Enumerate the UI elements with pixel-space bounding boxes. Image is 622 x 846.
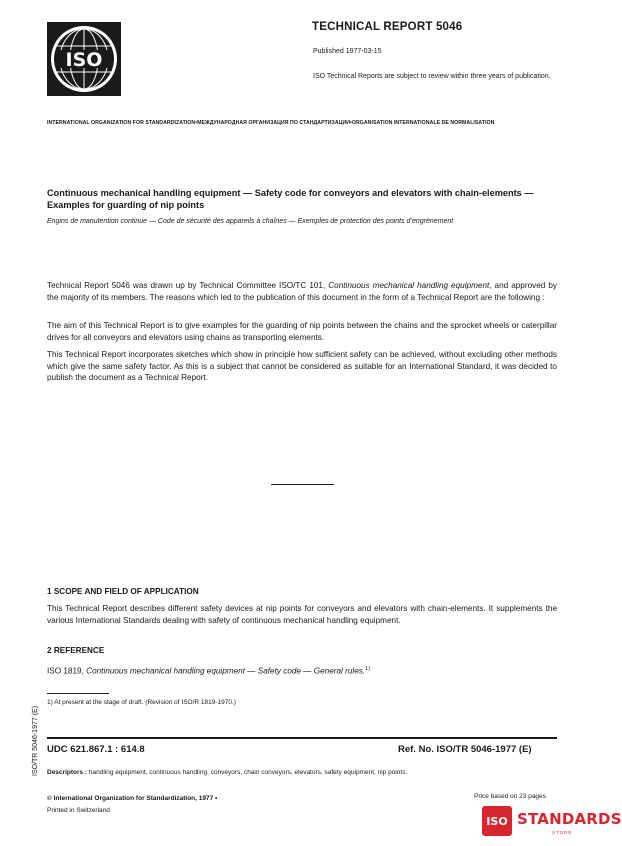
organization-bar: INTERNATIONAL ORGANIZATION FOR STANDARDIZATION•МЕЖДУНАРОДНАЯ ОРГАНИЗАЦИЯ ПО СТАНДАРТИЗАЦИИ•ORGANISATION INTERNATIONALE DE NORMALISATION (47, 120, 495, 126)
intro-p1-committee-title: Continuous mechanical handling equipment (328, 281, 490, 290)
reference-number-code: Ref. No. ISO/TR 5046-1977 (E) (398, 744, 532, 755)
store-iso-icon: ISO (482, 806, 512, 836)
section-2-heading: 2 REFERENCE (47, 646, 105, 655)
printed-location: Printed in Switzerland (47, 807, 110, 814)
descriptors-label: Descriptors : (47, 769, 88, 776)
footnote-rule (47, 693, 109, 694)
copyright: © International Organization for Standardization, 1977 • (47, 795, 218, 802)
iso-logo (47, 22, 121, 96)
store-wordmark: STANDARDS (517, 810, 622, 828)
intro-p1-end: , and approved by the majority of its members. The reasons which led to the publication of this document in the form of a Technical Report are the following : (47, 281, 557, 302)
iso-standards-store-logo[interactable] (482, 806, 622, 842)
price-note: Price based on 23 pages (474, 793, 546, 800)
document-title-en: Continuous mechanical handling equipment — Safety code for conveyors and elevators with chain-elements — Examples for guarding of nip points (47, 188, 534, 210)
section-2-text (47, 664, 557, 677)
intro-paragraph-1 (47, 280, 557, 303)
descriptors (47, 769, 407, 776)
published-date: Published 1977-03-15 (313, 48, 382, 55)
store-subtitle: STORE (552, 830, 573, 835)
footnote-marker: 1) (365, 666, 371, 672)
section-1-text: This Technical Report describes different safety devices at nip points for conveyors and elevators with chain-elements. It supplements the various International Standards dealing with safety of continuous mechanical handling equipment. (47, 604, 557, 625)
footer-rule (47, 737, 557, 739)
document-title-fr: Engins de manutention continue — Code de sécurité des appareils à chaînes — Exemples de protection des points d’engrènement (47, 218, 454, 225)
footnote: 1) At present at the stage of draft. (Revision of ISO/R 1819-1970.) (47, 699, 236, 706)
descriptors-list: handling equipment, continuous handling, conveyors, chain conveyors, elevators, safety equipment, nip points. (87, 769, 408, 776)
intro-p1-start: Technical Report 5046 was drawn up by Technical Committee ISO/TC 101, (47, 281, 329, 290)
review-note: ISO Technical Reports are subject to review within three years of publication. (313, 73, 551, 80)
side-document-code: ISO/TR 5046-1977 (E) (32, 705, 39, 776)
reference-title: Continuous mechanical handling equipment — Safety code — General rules. (86, 666, 366, 676)
section-divider (271, 484, 334, 485)
udc-code: UDC 621.867.1 : 614.8 (47, 744, 145, 755)
intro-paragraph-2: The aim of this Technical Report is to give examples for the guarding of nip points between the chains and the sprocket wheels or caterpillar drives for all conveyors and elevators using chains as transporting elements. (47, 321, 557, 342)
intro-paragraph-3: This Technical Report incorporates sketches which show in principle how sufficient safety can be achieved, without excluding other methods which give the same safety factor. As this is a subject that cannot be considered as suitable for an International Standard, it was decided to publish the document as a Technical Report. (47, 350, 557, 382)
section-1-heading: 1 SCOPE AND FIELD OF APPLICATION (47, 587, 199, 596)
report-title: TECHNICAL REPORT 5046 (312, 21, 463, 33)
reference-number: ISO 1819, (47, 666, 87, 676)
iso-logo-text: ISO (65, 49, 103, 71)
